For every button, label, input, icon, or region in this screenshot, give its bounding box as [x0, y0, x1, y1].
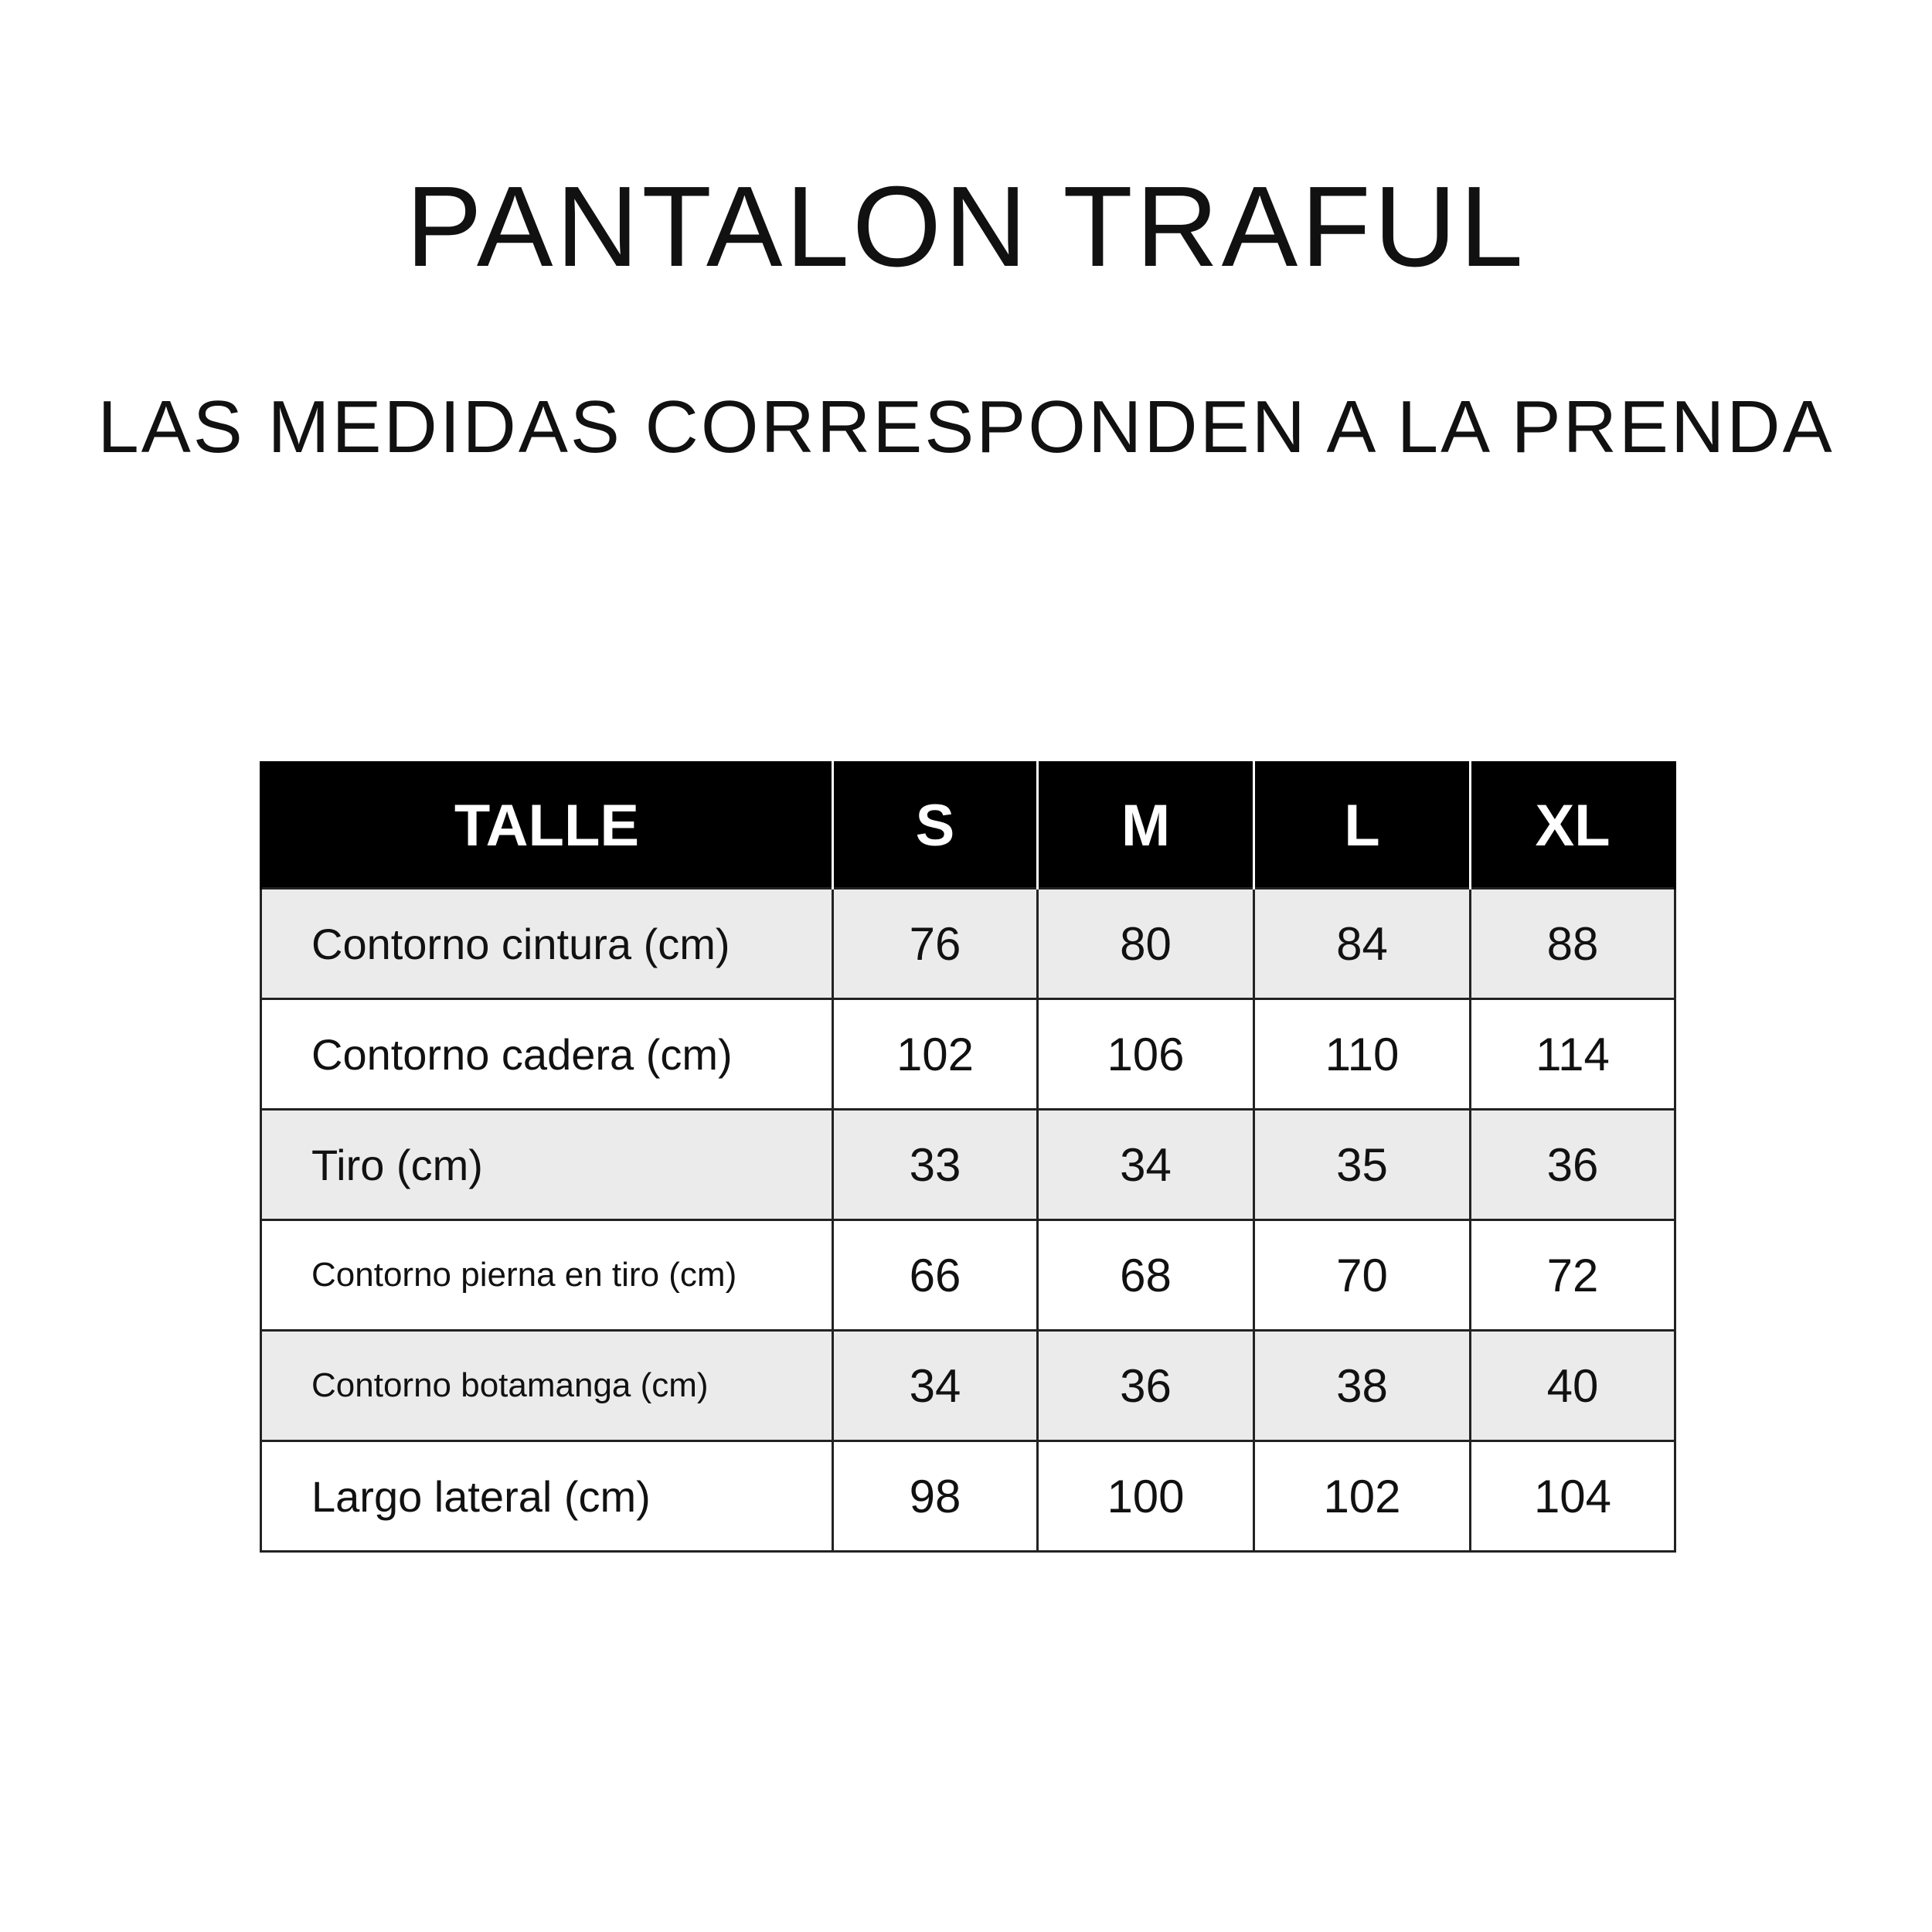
cell-value: 72 [1471, 1220, 1675, 1331]
table-row [261, 999, 1675, 1110]
cell-value: 34 [833, 1331, 1038, 1441]
table-row [261, 1110, 1675, 1220]
cell-value: 38 [1254, 1331, 1471, 1441]
size-chart-table [260, 761, 1676, 1553]
header-talle: TALLE [261, 763, 833, 889]
table-header-row [261, 763, 1675, 889]
cell-value: 102 [1254, 1441, 1471, 1552]
cell-value: 36 [1038, 1331, 1254, 1441]
cell-value: 80 [1038, 889, 1254, 999]
cell-value: 114 [1471, 999, 1675, 1110]
header-size-xl: XL [1471, 763, 1675, 889]
row-label: Contorno cintura (cm) [261, 889, 833, 999]
row-label: Contorno botamanga (cm) [261, 1331, 833, 1441]
table-row [261, 1220, 1675, 1331]
cell-value: 40 [1471, 1331, 1675, 1441]
cell-value: 76 [833, 889, 1038, 999]
table-row [261, 889, 1675, 999]
page-subtitle: LAS MEDIDAS CORRESPONDEN A LA PRENDA [97, 386, 1835, 468]
cell-value: 100 [1038, 1441, 1254, 1552]
row-label: Contorno cadera (cm) [261, 999, 833, 1110]
header-size-m: M [1038, 763, 1254, 889]
header-size-s: S [833, 763, 1038, 889]
row-label: Contorno pierna en tiro (cm) [261, 1220, 833, 1331]
cell-value: 110 [1254, 999, 1471, 1110]
table-row [261, 1331, 1675, 1441]
cell-value: 66 [833, 1220, 1038, 1331]
cell-value: 36 [1471, 1110, 1675, 1220]
cell-value: 88 [1471, 889, 1675, 999]
row-label: Largo lateral (cm) [261, 1441, 833, 1552]
cell-value: 33 [833, 1110, 1038, 1220]
cell-value: 106 [1038, 999, 1254, 1110]
header-size-l: L [1254, 763, 1471, 889]
cell-value: 104 [1471, 1441, 1675, 1552]
cell-value: 68 [1038, 1220, 1254, 1331]
table-row [261, 1441, 1675, 1552]
cell-value: 35 [1254, 1110, 1471, 1220]
cell-value: 84 [1254, 889, 1471, 999]
cell-value: 34 [1038, 1110, 1254, 1220]
cell-value: 98 [833, 1441, 1038, 1552]
cell-value: 70 [1254, 1220, 1471, 1331]
page-title: PANTALON TRAFUL [406, 163, 1526, 291]
row-label: Tiro (cm) [261, 1110, 833, 1220]
cell-value: 102 [833, 999, 1038, 1110]
